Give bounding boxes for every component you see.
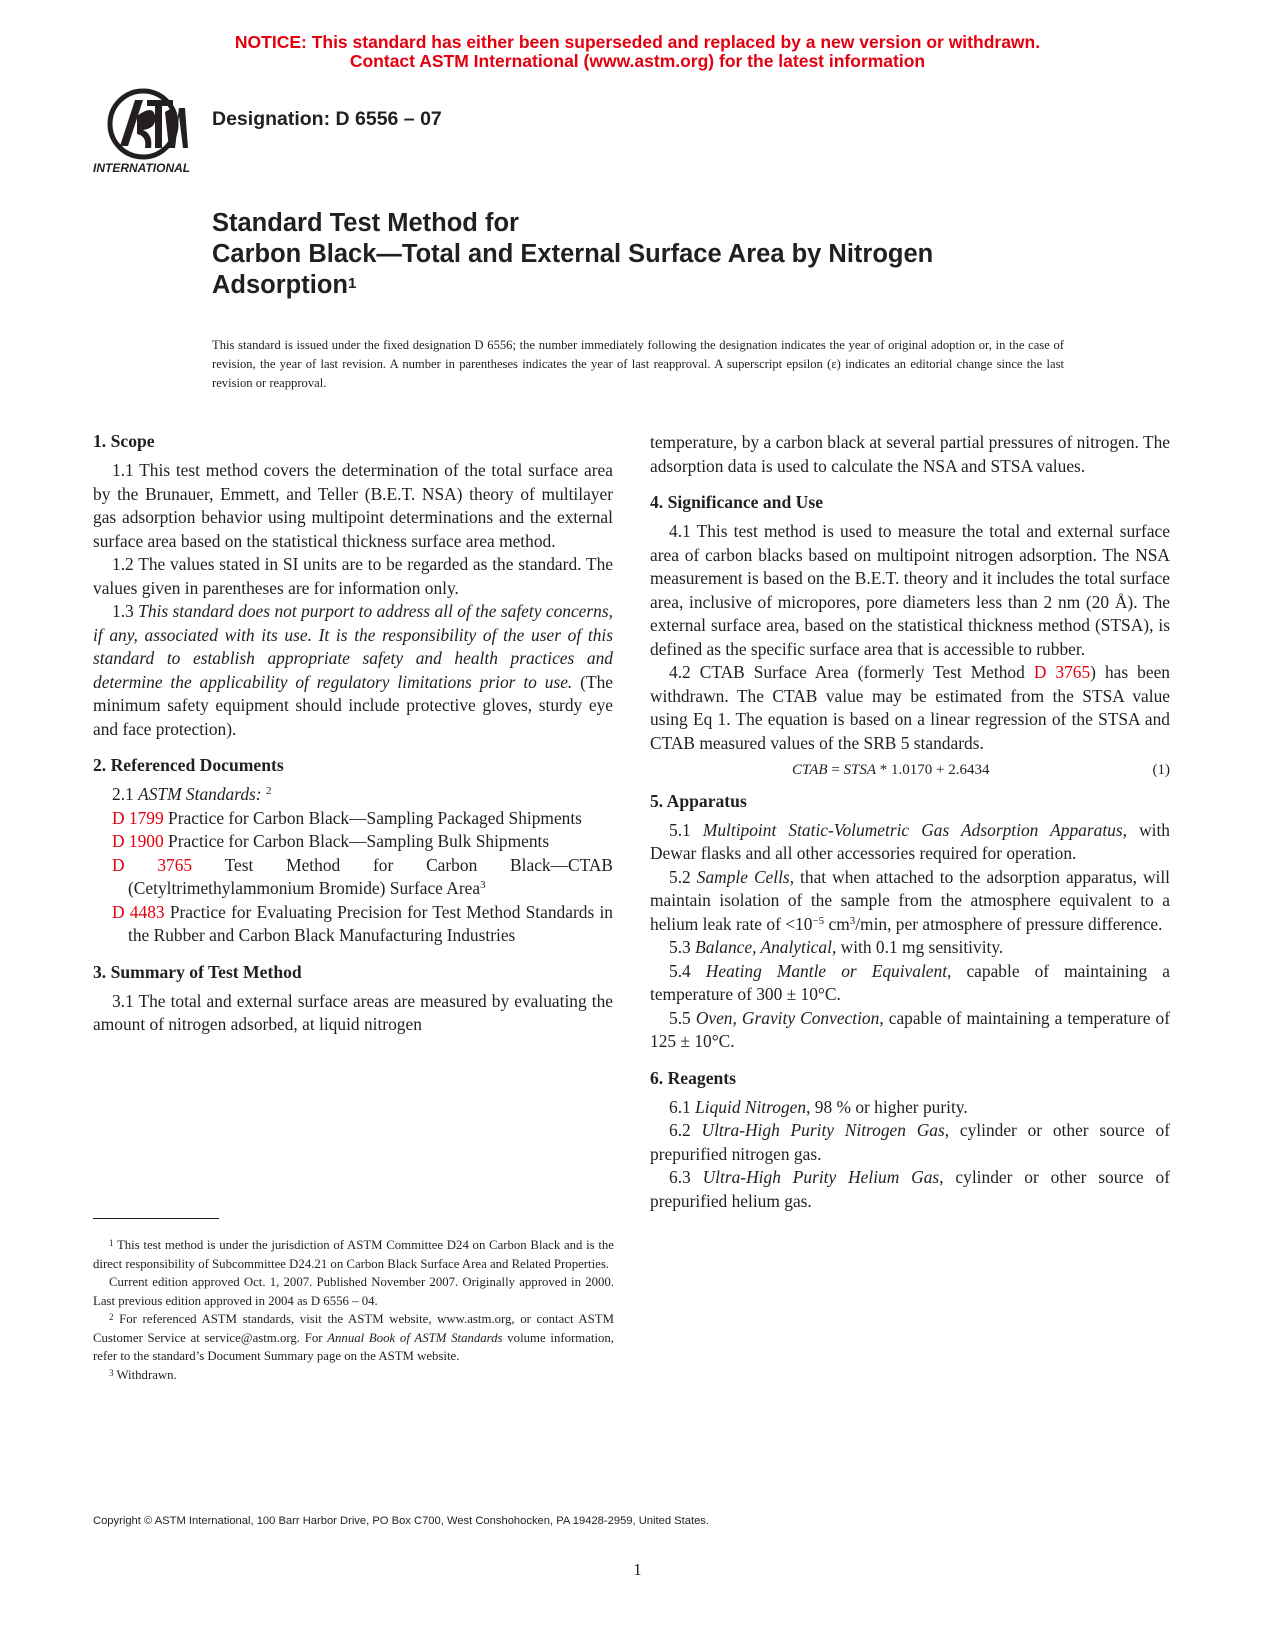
title-footnote-mark: 1	[347, 275, 357, 292]
para-num: 6.3	[669, 1167, 703, 1187]
para-6-3	[650, 1166, 1170, 1213]
section-5-heading: 5. Apparatus	[650, 790, 747, 811]
copyright: Copyright © ASTM International, 100 Barr Harbor Drive, PO Box C700, West Conshohocken, PA 19428-2959, United States.	[93, 1515, 709, 1527]
para-2-1-num: 2.1	[112, 784, 139, 804]
section-6-heading: 6. Reagents	[650, 1067, 737, 1088]
ref-item	[93, 901, 613, 948]
para-4-2-b: ) has been withdrawn. The CTAB value may be estimated from the STSA value using Eq 1. The equation is based on a linear regression of the STSA and CTAB measured values of the SRB 5 standards.	[650, 662, 1170, 753]
title-line-3-text: Adsorption	[212, 271, 348, 299]
footnote-2-mark: 2	[109, 1312, 114, 1322]
ref-text: Test Method for Carbon Black—CTAB (Cetyltrimethylammonium Bromide) Surface Area	[128, 854, 613, 898]
ref-text: Practice for Carbon Black—Sampling Packaged Shipments	[163, 807, 582, 828]
footnote-3-mark: 3	[109, 1367, 114, 1378]
para-5-2-a: , that when attached to the adsorption apparatus, will maintain isolation of the sample from the atmosphere equivalent to a helium leak rate of <10	[650, 866, 1170, 934]
para-3-1: 3.1 The total and external surface areas are measured by evaluating the amount of nitrogen adsorbed, at liquid nitrogen	[93, 990, 613, 1034]
para-5-2-exp2: 3	[849, 914, 856, 927]
para-italic: Sample Cells	[696, 866, 790, 887]
ref-link-d3765[interactable]: D 3765	[112, 854, 193, 875]
footnote-3-text: Withdrawn.	[113, 1367, 177, 1382]
para-2-1-italic: ASTM Standards:	[138, 784, 262, 804]
para-italic: Ultra-High Purity Nitrogen Gas	[701, 1120, 945, 1140]
ref-item	[93, 830, 613, 854]
para-italic: Multipoint Static-Volumetric Gas Adsorption Apparatus	[702, 819, 1123, 840]
page-title	[212, 208, 933, 301]
title-line-2: Carbon Black—Total and External Surface Area by Nitrogen	[212, 240, 934, 268]
para-6-1	[650, 1096, 1170, 1120]
para-rest: , with 0.1 mg sensitivity.	[831, 937, 1004, 957]
para-rest: , cylinder or other source of prepurified helium gas.	[650, 1167, 1170, 1211]
section-3-heading: 3. Summary of Test Method	[93, 961, 302, 982]
para-num: 5.2	[669, 866, 697, 887]
ref-link-d1900[interactable]: D 1900	[112, 831, 164, 851]
para-rest: , 98 % or higher purity.	[806, 1096, 968, 1117]
title-line-3	[212, 270, 933, 301]
footnote-1-text: This test method is under the jurisdiction of ASTM Committee D24 on Carbon Black and is the direct responsibility of Subcommittee D24.21 on Carbon Black Surface Area and Related Properties.	[93, 1238, 614, 1271]
ref-link-d1799[interactable]: D 1799	[112, 807, 164, 828]
para-5-3	[650, 936, 1170, 960]
para-4-1: 4.1 This test method is used to measure the total and external surface area of carbon blacks based on multipoint nitrogen adsorption. The NSA measurement is based on the B.E.T. theory and it includes the total surface area, inclusive of micropores, pore diameters less than 2 nm (20 Å). The external surface area, based on the statistical thickness method (STSA), is defined as the specific surface area that is accessible to rubber.	[650, 521, 1170, 659]
logo-text: INTERNATIONAL	[93, 161, 191, 175]
para-1-3	[93, 600, 613, 741]
right-column	[650, 431, 1170, 1213]
para-num: 5.4	[669, 960, 706, 981]
footnote-2	[93, 1310, 614, 1366]
footnote-rule	[93, 1218, 219, 1219]
section-4-heading: 4. Significance and Use	[650, 492, 824, 512]
equation-number: (1)	[1152, 762, 1170, 778]
para-2-1	[93, 783, 613, 807]
para-5-2-c: /min, per atmosphere of pressure difference.	[855, 913, 1163, 934]
para-1-3-num: 1.3	[112, 601, 139, 621]
equation-expression	[792, 759, 990, 783]
link-d3765[interactable]: D 3765	[1033, 662, 1091, 682]
title-line-1: Standard Test Method for	[212, 209, 519, 237]
para-4-2	[650, 661, 1170, 755]
footnote-2-text-a: For referenced ASTM standards, visit the ASTM website, www.astm.org, or contact ASTM Customer Service at service@astm.org. For	[93, 1312, 614, 1345]
para-5-5	[650, 1007, 1170, 1054]
para-italic: Heating Mantle or Equivalent	[705, 960, 948, 981]
ref-text: Practice for Carbon Black—Sampling Bulk Shipments	[163, 831, 550, 851]
ref-item	[93, 807, 613, 831]
para-1-3-rest: (The minimum safety equipment should include protective gloves, sturdy eye and face protection).	[93, 671, 613, 739]
footnotes	[93, 1236, 614, 1384]
para-5-1	[650, 819, 1170, 866]
para-1-2: 1.2 The values stated in SI units are to be regarded as the standard. The values given in parentheses are for information only.	[93, 554, 613, 598]
para-italic: Balance, Analytical	[695, 937, 832, 957]
para-num: 5.1	[669, 819, 703, 840]
notice-line-1: NOTICE: This standard has either been superseded and replaced by a new version or withdrawn.	[234, 32, 1041, 52]
para-3-1-cont: temperature, by a carbon black at several partial pressures of nitrogen. The adsorption data is used to calculate the NSA and STSA values.	[650, 432, 1170, 476]
para-5-4	[650, 960, 1170, 1007]
equation-1	[650, 759, 1170, 783]
section-1-heading: 1. Scope	[93, 431, 155, 451]
ref-item	[93, 854, 613, 901]
left-column	[93, 429, 613, 1037]
eq-lhs: CTAB	[792, 762, 828, 778]
para-5-2	[650, 866, 1170, 937]
para-italic: Liquid Nitrogen	[695, 1096, 807, 1117]
para-4-2-a: 4.2 CTAB Surface Area (formerly Test Method	[669, 662, 1034, 682]
footnote-2-italic: Annual Book of ASTM Standards	[327, 1330, 503, 1345]
notice-banner	[0, 33, 1275, 71]
eq-var: STSA	[843, 762, 877, 778]
para-1-3-italic: This standard does not purport to address all of the safety concerns, if any, associated with its use. It is the responsibility of the user of this standard to establish appropriate safety and health practices and determine the applicability of regulatory limitations prior to use.	[93, 601, 613, 692]
para-rest: , capable of maintaining a temperature of 125 ± 10°C.	[650, 1007, 1170, 1051]
para-2-1-sup: 2	[265, 785, 272, 797]
para-5-2-b: cm	[824, 913, 850, 934]
para-num: 6.1	[669, 1096, 696, 1117]
para-5-2-exp: −5	[812, 914, 825, 927]
para-6-2	[650, 1119, 1170, 1166]
notice-line-2: Contact ASTM International (www.astm.org) for the latest information	[349, 51, 926, 71]
issued-note: This standard is issued under the fixed designation D 6556; the number immediately following the designation indicates the year of original adoption or, in the case of revision, the year of last revision. A number in parentheses indicates the year of last reapproval. A superscript epsilon (ε) indicates an editorial change since the last revision or reapproval.	[212, 338, 1064, 390]
footnote-3	[93, 1366, 614, 1385]
ref-sup: 3	[480, 879, 486, 891]
ref-text: Practice for Evaluating Precision for Test Method Standards in the Rubber and Carbon Black Manufacturing Industries	[128, 901, 613, 945]
astm-logo-icon	[93, 86, 193, 178]
para-num: 5.3	[669, 937, 696, 957]
footnote-2-text-b: volume information, refer to the standard’s Document Summary page on the ASTM website.	[93, 1330, 615, 1363]
eq-rhs: * 1.0170 + 2.6434	[876, 762, 990, 778]
designation: Designation: D 6556 – 07	[212, 108, 442, 130]
para-num: 5.5	[669, 1007, 696, 1028]
ref-link-d4483[interactable]: D 4483	[112, 901, 165, 922]
footnote-1	[93, 1236, 614, 1273]
page-number: 1	[633, 1560, 642, 1579]
para-italic: Oven, Gravity Convection	[695, 1007, 880, 1028]
para-rest: , capable of maintaining a temperature of 300 ± 10°C.	[650, 960, 1170, 1004]
para-italic: Ultra-High Purity Helium Gas	[702, 1167, 940, 1187]
para-rest: , with Dewar flasks and all other accessories required for operation.	[650, 819, 1170, 863]
para-rest: , cylinder or other source of prepurified nitrogen gas.	[650, 1120, 1170, 1164]
para-1-1: 1.1 This test method covers the determination of the total surface area by the Brunauer, Emmett, and Teller (B.E.T. NSA) theory of multilayer gas adsorption behavior using multipoint determinations and the external surface area based on the statistical thickness surface area method.	[93, 460, 613, 551]
footnote-1-mark: 1	[109, 1238, 114, 1248]
footnote-1b: Current edition approved Oct. 1, 2007. Published November 2007. Originally approved in 2000. Last previous edition approved in 2004 as D 6556 – 04.	[93, 1275, 614, 1308]
para-num: 6.2	[669, 1120, 702, 1140]
eq-equals: =	[827, 762, 844, 778]
section-2-heading: 2. Referenced Documents	[93, 755, 284, 775]
